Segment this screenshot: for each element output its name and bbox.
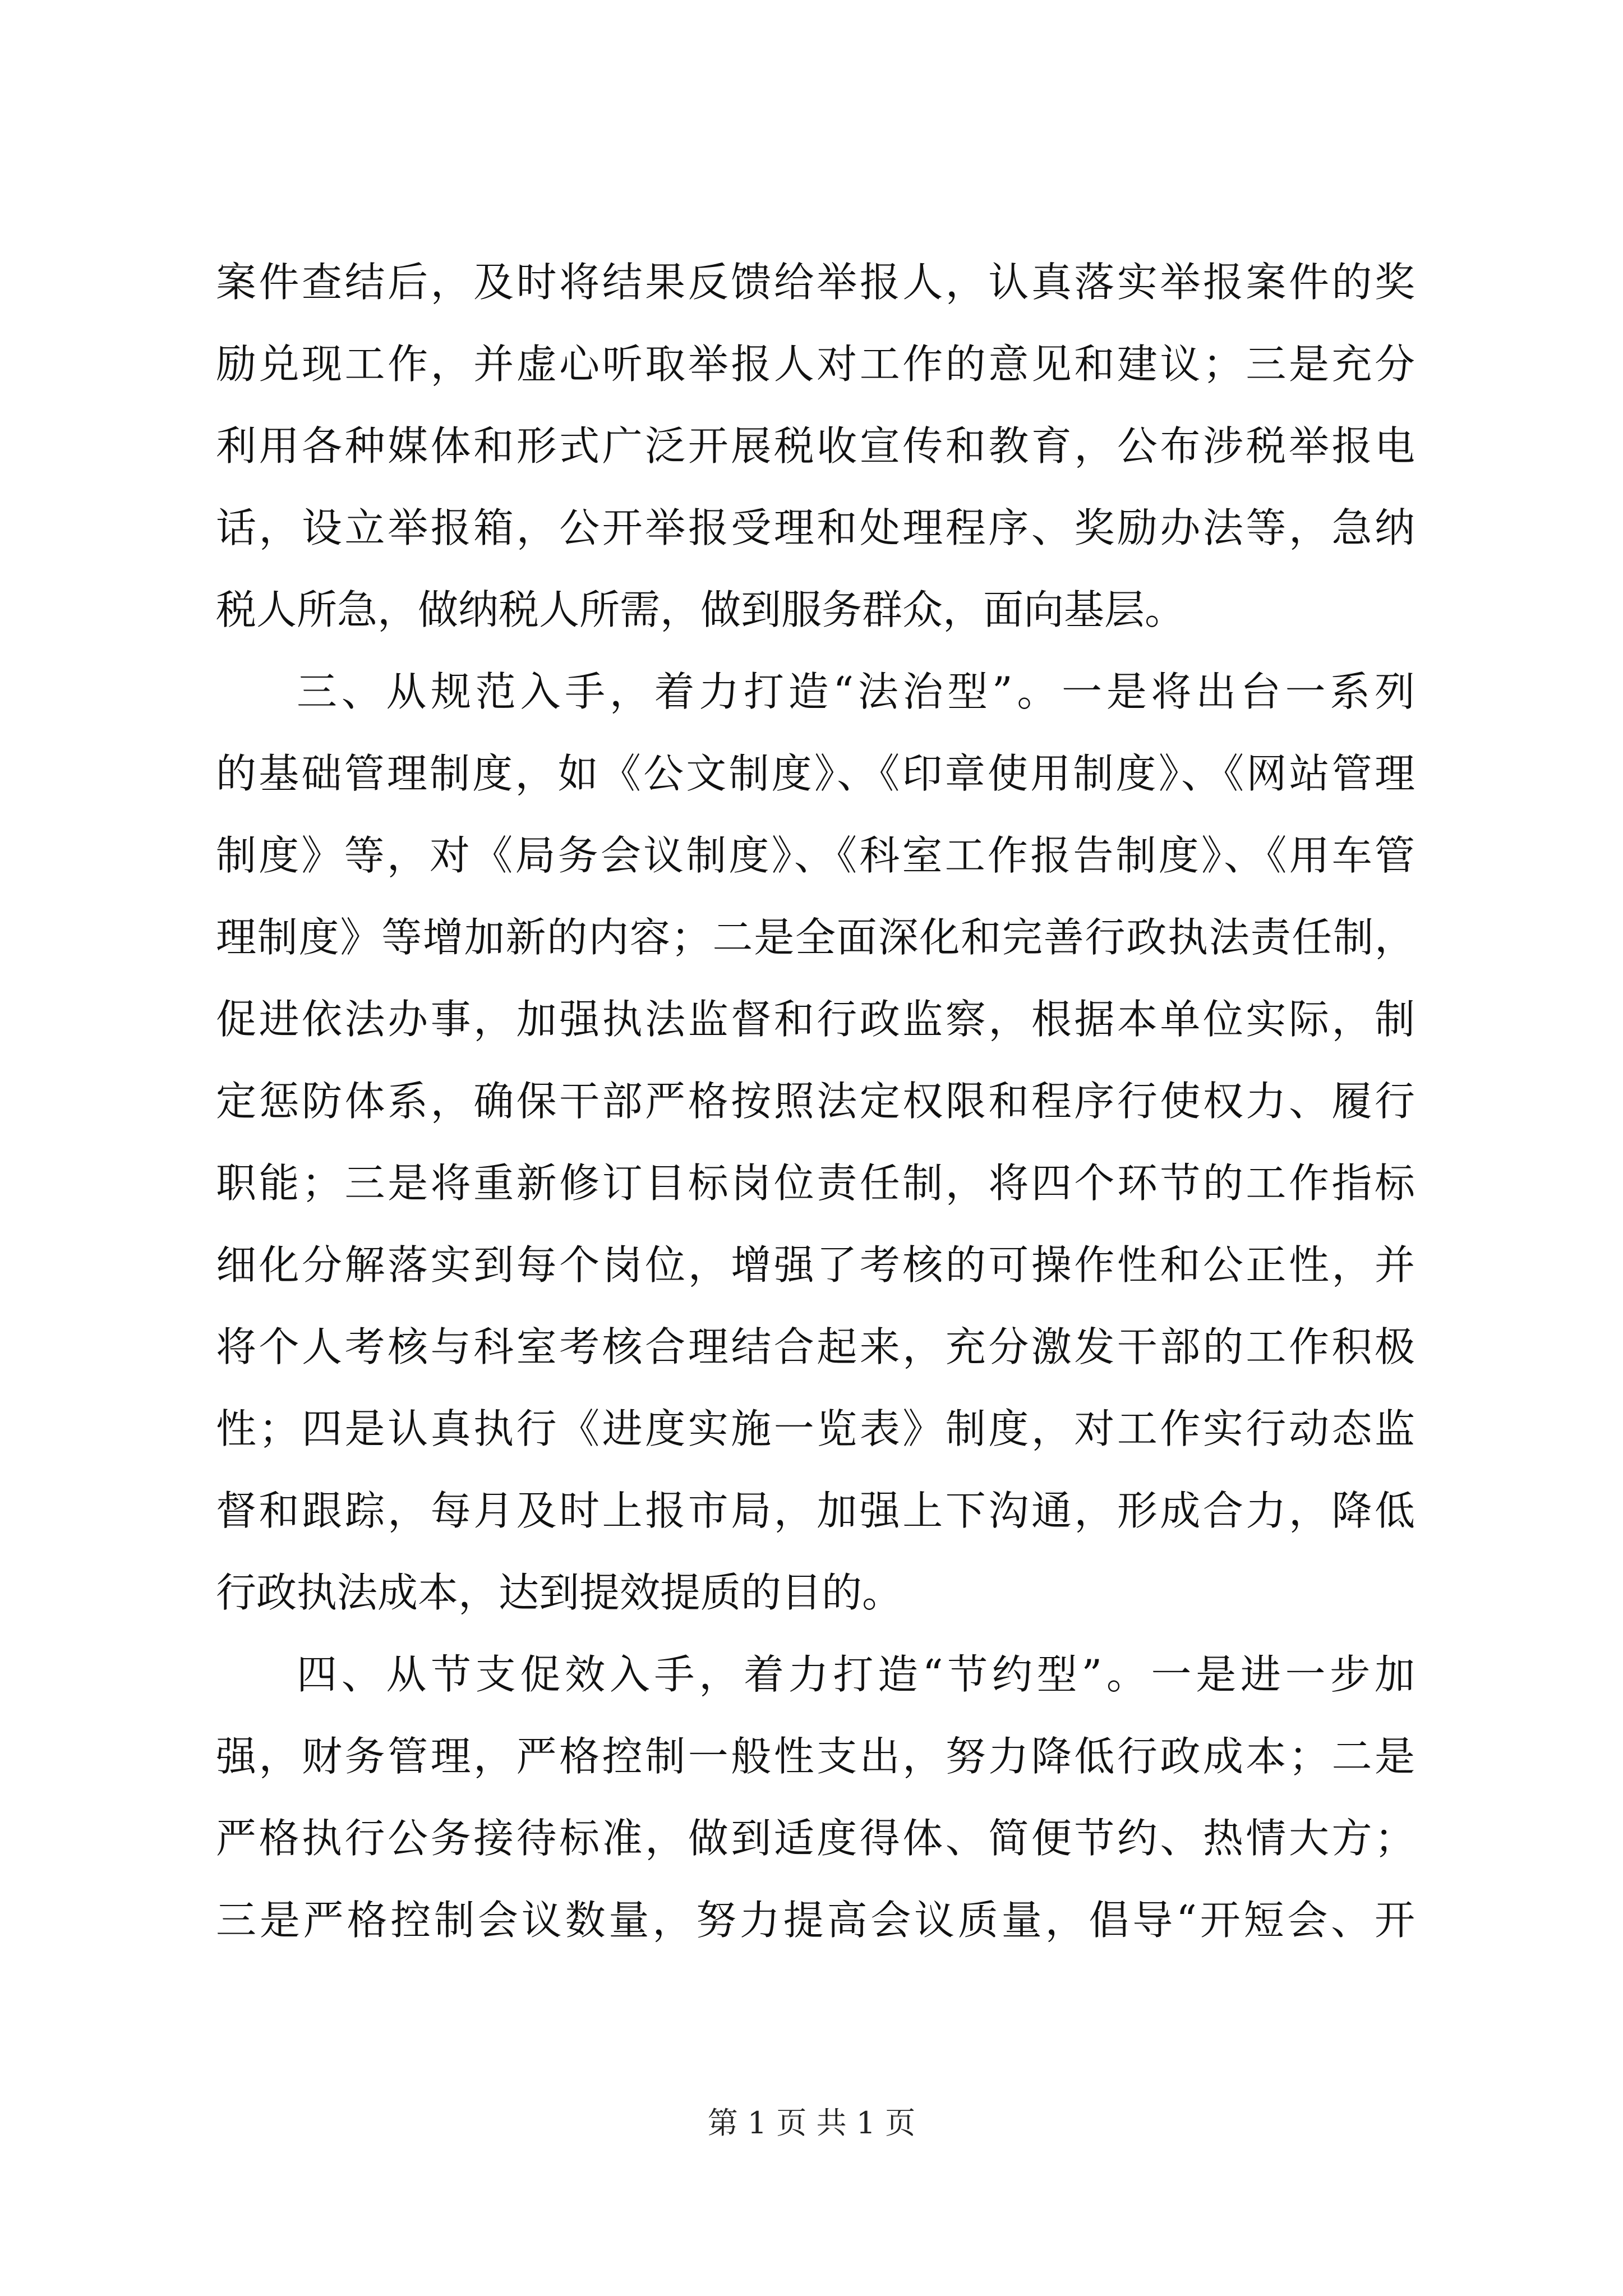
- paragraph-2: [216, 651, 1415, 1634]
- paragraph-line: 案件查结后，及时将结果反馈给举报人，认真落实举报案件的奖: [216, 259, 1415, 306]
- paragraph-line: 三、从规范入手，着力打造“法治型”。一是将出台一系列: [297, 668, 1415, 715]
- paragraph-line: 督和跟踪，每月及时上报市局，加强上下沟通，形成合力，降低: [216, 1487, 1415, 1534]
- paragraph-line: 理制度》等增加新的内容；二是全面深化和完善行政执法责任制，: [216, 914, 1415, 961]
- paragraph-line: 行政执法成本，达到提效提质的目的。: [216, 1569, 903, 1616]
- paragraph-1: [216, 241, 1415, 651]
- paragraph-line: 的基础管理制度，如《公文制度》、《印章使用制度》、《网站管理: [216, 750, 1415, 797]
- paragraph-line: 励兑现工作，并虚心听取举报人对工作的意见和建议；三是充分: [216, 341, 1415, 388]
- paragraph-line: 利用各种媒体和形式广泛开展税收宣传和教育，公布涉税举报电: [216, 422, 1415, 470]
- paragraph-line: 细化分解落实到每个岗位，增强了考核的可操作性和公正性，并: [216, 1241, 1415, 1289]
- paragraph-line: 话，设立举报箱，公开举报受理和处理程序、奖励办法等，急纳: [216, 504, 1415, 551]
- paragraph-line: 严格执行公务接待标准，做到适度得体、简便节约、热情大方；: [216, 1815, 1415, 1862]
- paragraph-line: 强，财务管理，严格控制一般性支出，努力降低行政成本；二是: [216, 1733, 1415, 1780]
- paragraph-line: 定惩防体系，确保干部严格按照法定权限和程序行使权力、履行: [216, 1078, 1415, 1125]
- page-footer: [0, 2104, 1623, 2143]
- paragraph-3: [216, 1634, 1415, 1961]
- paragraph-line: 性；四是认真执行《进度实施一览表》制度，对工作实行动态监: [216, 1405, 1415, 1452]
- paragraph-line: 税人所急，做纳税人所需，做到服务群众，面向基层。: [216, 586, 1186, 633]
- paragraph-line: 制度》等，对《局务会议制度》、《科室工作报告制度》、《用车管: [216, 832, 1415, 879]
- paragraph-line: 三是严格控制会议数量，努力提高会议质量，倡导“开短会、开: [216, 1897, 1415, 1944]
- paragraph-line: 职能；三是将重新修订目标岗位责任制，将四个环节的工作指标: [216, 1159, 1415, 1207]
- page-number-label: 第 1 页 共 1 页: [707, 2105, 916, 2141]
- document-body: [216, 241, 1415, 1961]
- paragraph-line: 四、从节支促效入手，着力打造“节约型”。一是进一步加: [297, 1651, 1415, 1698]
- paragraph-line: 将个人考核与科室考核合理结合起来，充分激发干部的工作积极: [216, 1323, 1415, 1370]
- paragraph-line: 促进依法办事，加强执法监督和行政监察，根据本单位实际，制: [216, 996, 1415, 1043]
